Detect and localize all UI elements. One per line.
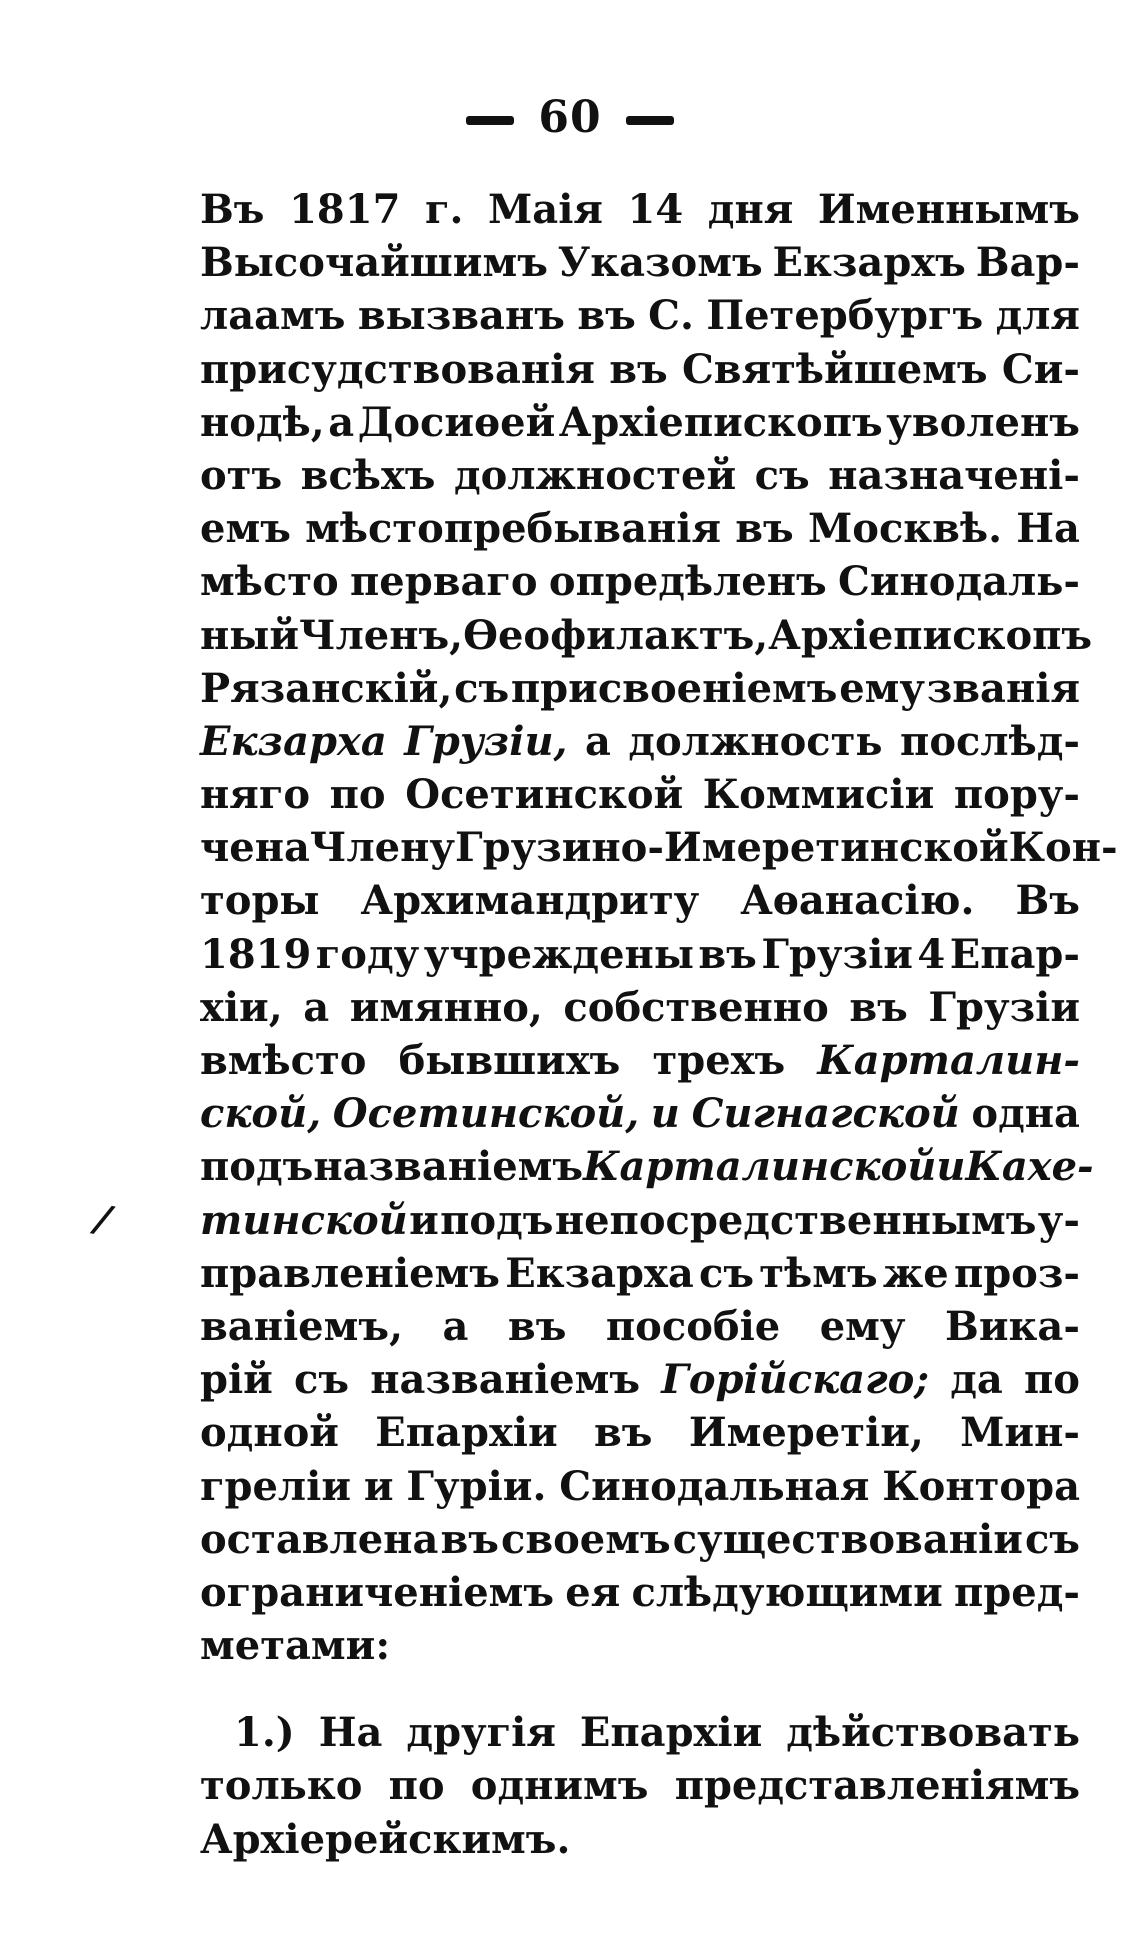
text-line <box>200 343 1080 396</box>
word: въ <box>440 1515 499 1563</box>
word: Членъ, <box>299 611 464 659</box>
word: присудствованія <box>200 345 595 393</box>
word: назначені- <box>828 451 1080 499</box>
word: а <box>303 983 330 1031</box>
text-line <box>200 1034 1080 1087</box>
word: 1817 <box>289 186 401 233</box>
word: Кон- <box>1008 824 1118 872</box>
word: С. <box>648 292 694 340</box>
word: греліи <box>200 1462 351 1510</box>
word: Въ <box>200 186 265 233</box>
word: чена <box>200 824 310 872</box>
word: для <box>995 292 1080 340</box>
word: ему <box>839 664 925 712</box>
word: имянно, <box>349 983 543 1031</box>
word: 1819 <box>200 930 312 978</box>
word: Синодальная <box>559 1462 870 1510</box>
word: Рязанскій, <box>200 664 453 712</box>
word: Архимандриту <box>360 877 700 925</box>
word: съ <box>294 1356 350 1404</box>
word: Маія <box>488 186 603 233</box>
word: емъ <box>200 505 291 553</box>
word: должность <box>628 717 883 765</box>
word: въ <box>849 983 908 1031</box>
word: Мин- <box>960 1409 1080 1457</box>
word: бывшихъ <box>398 1037 621 1084</box>
word: мѣсто <box>200 558 339 606</box>
word: уволенъ <box>886 398 1080 446</box>
text-line <box>200 1566 1080 1619</box>
word: въ <box>577 292 636 340</box>
right-dash <box>626 116 674 125</box>
word: ской, <box>200 1090 322 1138</box>
word: же <box>882 1249 949 1297</box>
word: ея <box>565 1568 621 1616</box>
word: Осетинской <box>405 771 684 819</box>
word: Досиѳей <box>357 398 556 446</box>
word: а <box>442 1302 469 1350</box>
body-text <box>200 183 1118 1866</box>
word: и <box>409 1196 439 1244</box>
word: слѣдующими <box>631 1568 943 1616</box>
word: году <box>315 930 420 978</box>
word: Грузіи <box>928 983 1080 1031</box>
word: 4 <box>917 930 946 978</box>
word: ограниченіемъ <box>200 1568 555 1616</box>
word: съ <box>454 664 510 712</box>
text-line <box>200 874 1080 927</box>
word: Вика- <box>945 1302 1080 1350</box>
text-line <box>200 1194 1080 1247</box>
word: проз- <box>953 1249 1080 1297</box>
word: опредѣленъ <box>548 558 827 606</box>
word: ему <box>819 1302 906 1350</box>
text-line <box>200 449 1080 502</box>
word: ваніемъ, <box>200 1302 403 1350</box>
text-line <box>200 1619 1080 1672</box>
text-line <box>200 1406 1080 1459</box>
text-line <box>200 183 1080 236</box>
word: дня <box>707 186 794 233</box>
word: а <box>328 398 355 446</box>
text-line <box>200 609 1093 662</box>
word: въ <box>698 930 757 978</box>
word: Екзарха <box>505 1249 694 1297</box>
word: Карталин- <box>817 1037 1080 1084</box>
word: учреждены <box>423 930 694 978</box>
word: пору- <box>953 771 1080 819</box>
word: торы <box>200 877 320 925</box>
word: метами: <box>200 1622 391 1670</box>
page-number-value: 60 <box>538 92 602 143</box>
word: г. <box>424 186 464 233</box>
word: Гуріи. <box>406 1462 547 1510</box>
word: 14 <box>627 186 684 233</box>
word: Грузино-Имеретинской <box>454 824 1009 872</box>
text-line <box>200 1140 1094 1193</box>
word: лаамъ <box>200 292 346 340</box>
word: одной <box>200 1409 339 1457</box>
word: а <box>584 717 611 765</box>
word: Епархіи <box>579 1709 763 1757</box>
text-line <box>200 555 1080 608</box>
word: отъ <box>200 451 283 499</box>
word: присвоеніемъ <box>510 664 838 712</box>
word: въ <box>507 1302 567 1350</box>
word: всѣхъ <box>300 451 436 499</box>
word: рій <box>200 1356 273 1404</box>
paragraph-gap <box>200 1672 1080 1706</box>
word: непосредственнымъ <box>554 1196 1037 1244</box>
word: тинской <box>200 1196 408 1244</box>
word: своемъ <box>500 1515 671 1563</box>
word: въ <box>735 505 794 553</box>
paragraph-2 <box>200 1706 1080 1866</box>
word: въ <box>594 1409 653 1457</box>
word: нодѣ, <box>200 398 325 446</box>
word: тѣмъ <box>759 1249 878 1297</box>
word: пред- <box>954 1568 1080 1616</box>
word: Вар- <box>975 239 1080 287</box>
text-line <box>200 1813 1080 1866</box>
text-line <box>200 928 1080 981</box>
word: существованіи <box>672 1515 1023 1563</box>
word: съ <box>699 1249 755 1297</box>
text-line <box>200 1087 1080 1140</box>
text-line <box>200 981 1080 1034</box>
text-line <box>200 1706 1080 1759</box>
word: съ <box>754 451 810 499</box>
word: вызванъ <box>357 292 565 340</box>
text-line <box>200 502 1080 555</box>
word: собственно <box>563 983 829 1031</box>
word: трехъ <box>652 1037 786 1084</box>
word: Кахе- <box>965 1143 1094 1191</box>
word: Святѣйшемъ <box>681 345 988 393</box>
word: Члену <box>309 824 455 872</box>
word: по <box>388 1762 445 1810</box>
text-line <box>200 768 1080 821</box>
text-line <box>200 396 1080 449</box>
text-line <box>200 1353 1080 1406</box>
word: другія <box>406 1709 556 1757</box>
text-line <box>200 662 1080 715</box>
word: Указомъ <box>557 239 763 287</box>
word: Епар- <box>949 930 1080 978</box>
word: ный <box>200 611 300 659</box>
word: только <box>200 1762 363 1810</box>
word: Именнымъ <box>817 186 1080 233</box>
word: вмѣсто <box>200 1037 367 1084</box>
text-line <box>200 236 1080 289</box>
text-line <box>200 1300 1080 1353</box>
word: Екзарха <box>200 717 387 765</box>
word: въ <box>609 345 668 393</box>
word: правленіемъ <box>200 1249 500 1297</box>
page-number <box>0 92 1140 143</box>
word: одна <box>971 1090 1080 1138</box>
left-dash <box>466 116 514 125</box>
word: хіи, <box>200 983 283 1031</box>
word: однимъ <box>470 1762 649 1810</box>
word: первaго <box>350 558 538 606</box>
word: няго <box>200 771 311 819</box>
paragraph-1 <box>200 183 1118 1672</box>
word: Имеретіи, <box>688 1409 924 1457</box>
word: званія <box>926 664 1080 712</box>
word: дѣйствовать <box>786 1709 1080 1757</box>
word: Грузіи, <box>404 717 568 765</box>
text-line <box>200 715 1080 768</box>
word: Горійскаго; <box>661 1356 930 1404</box>
word: да <box>950 1356 1003 1404</box>
word: Москвѣ. <box>807 505 1003 553</box>
word: и <box>363 1462 394 1510</box>
word: названіемъ <box>313 1143 584 1191</box>
word: мѣстопребыванія <box>305 505 722 553</box>
word: у- <box>1037 1196 1080 1244</box>
word: Си- <box>1001 345 1080 393</box>
word: Екзархъ <box>772 239 966 287</box>
word: по <box>329 771 386 819</box>
text-line <box>200 1759 1080 1812</box>
word: названіемъ <box>370 1356 641 1404</box>
text-line <box>200 1247 1080 1300</box>
margin-mark: / <box>91 1195 115 1242</box>
word: Ѳеофилактъ, <box>463 611 769 659</box>
text-line <box>200 1513 1080 1566</box>
word: Петербургъ <box>706 292 984 340</box>
word: На <box>318 1709 383 1757</box>
text-line <box>200 1460 1080 1513</box>
word: Коммисіи <box>702 771 935 819</box>
word: 1.) <box>234 1709 295 1757</box>
word: оставлена <box>200 1515 439 1563</box>
word: должностей <box>454 451 737 499</box>
word: и <box>650 1090 680 1138</box>
word: Архіепископъ <box>558 398 883 446</box>
word: Архіерейскимъ. <box>200 1815 571 1863</box>
word: Грузіи <box>761 930 913 978</box>
word: представленіямъ <box>674 1762 1080 1810</box>
word: Осетинской, <box>332 1090 640 1138</box>
word: Высочайшимъ <box>200 239 548 287</box>
word: На <box>1016 505 1080 553</box>
word: пособіе <box>605 1302 781 1350</box>
word: послѣд- <box>900 717 1080 765</box>
word: подъ <box>200 1143 314 1191</box>
word: съ <box>1024 1515 1080 1563</box>
word: Въ <box>1015 877 1080 925</box>
word: и <box>936 1143 966 1191</box>
word: Контора <box>882 1462 1080 1510</box>
word: Синодаль- <box>837 558 1080 606</box>
word: Аѳанасію. <box>740 877 975 925</box>
word: Архіепископъ <box>768 611 1093 659</box>
text-line <box>200 821 1118 874</box>
word: Епархіи <box>375 1409 558 1457</box>
text-line <box>200 289 1080 342</box>
word: подъ <box>440 1196 554 1244</box>
word: Сигнагской <box>691 1090 960 1138</box>
word: Карталинской <box>583 1143 937 1191</box>
word: по <box>1023 1356 1080 1404</box>
